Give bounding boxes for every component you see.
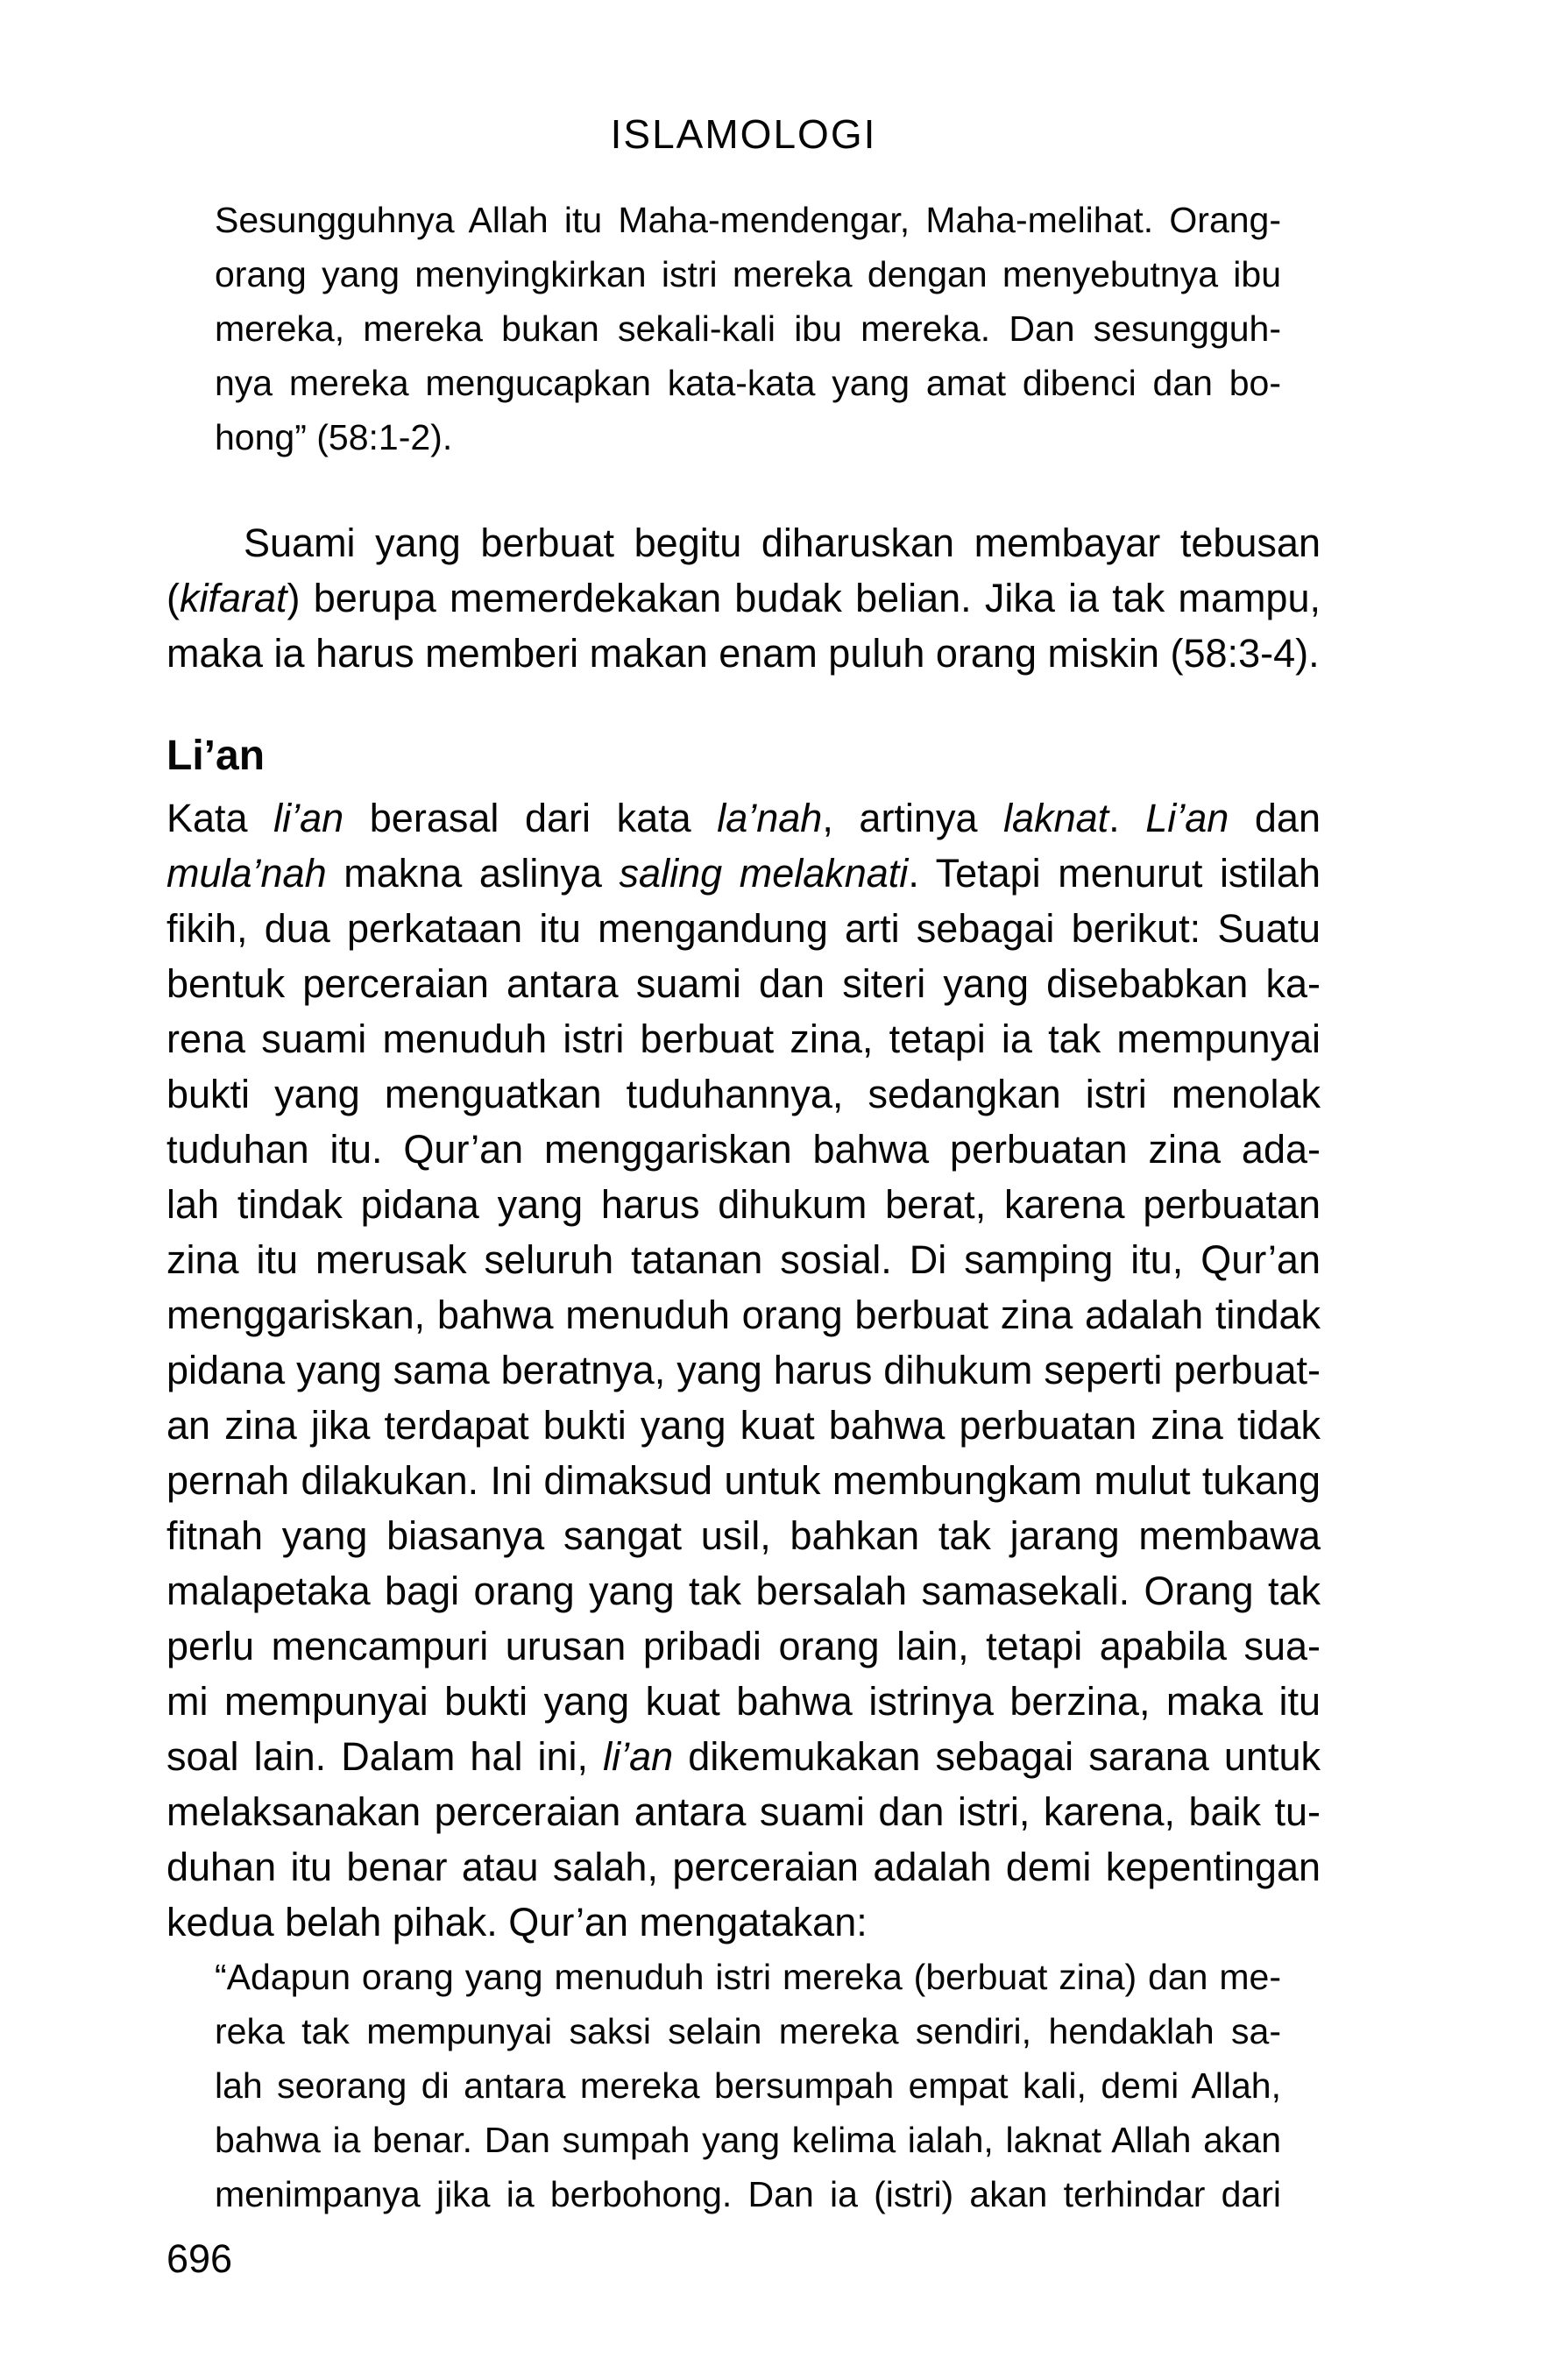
text-line (166, 626, 1321, 681)
text-run: tuduhan itu. Qur’an menggariskan bahwa perbuatan zina ada- (166, 1127, 1321, 1172)
text-line (166, 1729, 1321, 1784)
text-run: reka tak mempunyai saksi selain mereka sendiri, hendaklah sa- (215, 2011, 1281, 2051)
text-run: hong” (58:1-2). (215, 417, 453, 457)
italic-text: Li’an (1145, 796, 1229, 840)
text-line (166, 1674, 1321, 1729)
text-line (166, 1453, 1321, 1508)
blockquote-58-1-2 (215, 193, 1281, 464)
text-run: kedua belah pihak. Qur’an mengatakan: (166, 1900, 868, 1944)
text-line (215, 301, 1281, 356)
italic-text: li’an (273, 796, 344, 840)
text-line (166, 790, 1321, 846)
text-run: fikih, dua perkataan itu mengandung arti sebagai berikut: Suatu (166, 906, 1321, 951)
text-run: , artinya (822, 796, 1004, 840)
text-run: lah tindak pidana yang harus dihukum berat, karena perbuatan (166, 1182, 1321, 1227)
text-run: perlu mencampuri urusan pribadi orang lain, tetapi apabila sua- (166, 1624, 1321, 1668)
text-run: rena suami menuduh istri berbuat zina, tetapi ia tak mempunyai (166, 1016, 1321, 1061)
text-run: . Tetapi menurut istilah (908, 851, 1321, 896)
text-line (166, 846, 1321, 901)
text-run: ( (166, 576, 180, 620)
text-line (166, 1011, 1321, 1066)
text-line (166, 1122, 1321, 1177)
text-run: fitnah yang biasanya sangat usil, bahkan tak jarang membawa (166, 1513, 1321, 1558)
text-line (215, 2004, 1281, 2058)
text-line (215, 247, 1281, 301)
blockquote-adapun-orang (215, 1950, 1281, 2221)
italic-text: kifarat (180, 576, 287, 620)
text-line (166, 1839, 1321, 1895)
text-run: Kata (166, 796, 274, 840)
text-run: bahwa ia benar. Dan sumpah yang kelima ialah, laknat Allah akan (215, 2120, 1281, 2160)
text-run: makna aslinya (326, 851, 620, 896)
text-line (166, 1177, 1321, 1232)
text-run: Suami yang berbuat begitu diharuskan membayar tebusan (244, 521, 1321, 565)
text-line (166, 1895, 1321, 1950)
text-run: pernah dilakukan. Ini dimaksud untuk membungkam mulut tukang (166, 1458, 1321, 1503)
text-line (166, 956, 1321, 1011)
text-run: berasal dari kata (343, 796, 718, 840)
text-line (166, 1287, 1321, 1342)
text-run: dan (1229, 796, 1321, 840)
text-run: malapetaka bagi orang yang tak bersalah samasekali. Orang tak (166, 1569, 1321, 1613)
italic-text: laknat (1003, 796, 1109, 840)
text-line (166, 1619, 1321, 1674)
text-line (166, 1398, 1321, 1453)
text-line (215, 2167, 1281, 2221)
italic-text: li’an (603, 1734, 674, 1779)
text-line (166, 570, 1321, 626)
text-line (166, 1066, 1321, 1122)
text-run: soal lain. Dalam hal ini, (166, 1734, 604, 1779)
text-run: dikemukakan sebagai sarana untuk (673, 1734, 1321, 1779)
text-line (215, 356, 1281, 410)
text-run: . (1108, 796, 1146, 840)
text-line (166, 1563, 1321, 1619)
page-number: 696 (166, 2236, 233, 2281)
text-run: mi mempunyai bukti yang kuat bahwa istrinya berzina, maka itu (166, 1679, 1321, 1724)
text-run: orang yang menyingkirkan istri mereka dengan menyebutnya ibu (215, 254, 1281, 294)
text-run: zina itu merusak seluruh tatanan sosial. Di samping itu, Qur’an (166, 1237, 1321, 1282)
italic-text: la’nah (717, 796, 823, 840)
text-line (215, 1950, 1281, 2004)
text-run: menggariskan, bahwa menuduh orang berbuat zina adalah tindak (166, 1293, 1321, 1337)
text-run: duhan itu benar atau salah, perceraian adalah demi kepentingan (166, 1845, 1321, 1889)
text-run: bukti yang menguatkan tuduhannya, sedangkan istri menolak (166, 1072, 1321, 1116)
text-run: lah seorang di antara mereka bersumpah empat kali, demi Allah, (215, 2065, 1281, 2106)
paragraph-suami-tebusan (166, 515, 1321, 681)
text-line (166, 1342, 1321, 1398)
text-line (166, 1232, 1321, 1287)
text-run: nya mereka mengucapkan kata-kata yang amat dibenci dan bo- (215, 363, 1281, 403)
text-run: bentuk perceraian antara suami dan siteri yang disebabkan ka- (166, 961, 1321, 1006)
section-heading-lian: Li’an (166, 733, 266, 779)
italic-text: mula’nah (166, 851, 327, 896)
text-run: ) berupa memerdekakan budak belian. Jika ia tak mampu, (287, 576, 1321, 620)
text-run: “Adapun orang yang menuduh istri mereka (berbuat zina) dan me- (215, 1957, 1281, 1997)
running-header: ISLAMOLOGI (610, 111, 877, 157)
text-line (166, 901, 1321, 956)
text-run: an zina jika terdapat bukti yang kuat bahwa perbuatan zina tidak (166, 1403, 1321, 1448)
text-line (215, 193, 1281, 247)
text-run: pidana yang sama beratnya, yang harus dihukum seperti perbuat- (166, 1348, 1321, 1392)
text-run: maka ia harus memberi makan enam puluh orang miskin (58:3-4). (166, 631, 1320, 676)
text-line (166, 1784, 1321, 1839)
paragraph-lian-definition (166, 790, 1321, 1950)
text-line (215, 2113, 1281, 2167)
italic-text: saling melaknati (619, 851, 909, 896)
text-run: mereka, mereka bukan sekali-kali ibu mereka. Dan sesungguh- (215, 308, 1281, 349)
text-line (215, 410, 1281, 464)
text-line (166, 1508, 1321, 1563)
text-line (215, 2058, 1281, 2113)
text-run: menimpanya jika ia berbohong. Dan ia (istri) akan terhindar dari (215, 2174, 1281, 2214)
text-run: Sesungguhnya Allah itu Maha-mendengar, Maha-melihat. Orang- (215, 200, 1281, 240)
text-run: melaksanakan perceraian antara suami dan istri, karena, baik tu- (166, 1789, 1321, 1834)
text-line (166, 515, 1321, 570)
